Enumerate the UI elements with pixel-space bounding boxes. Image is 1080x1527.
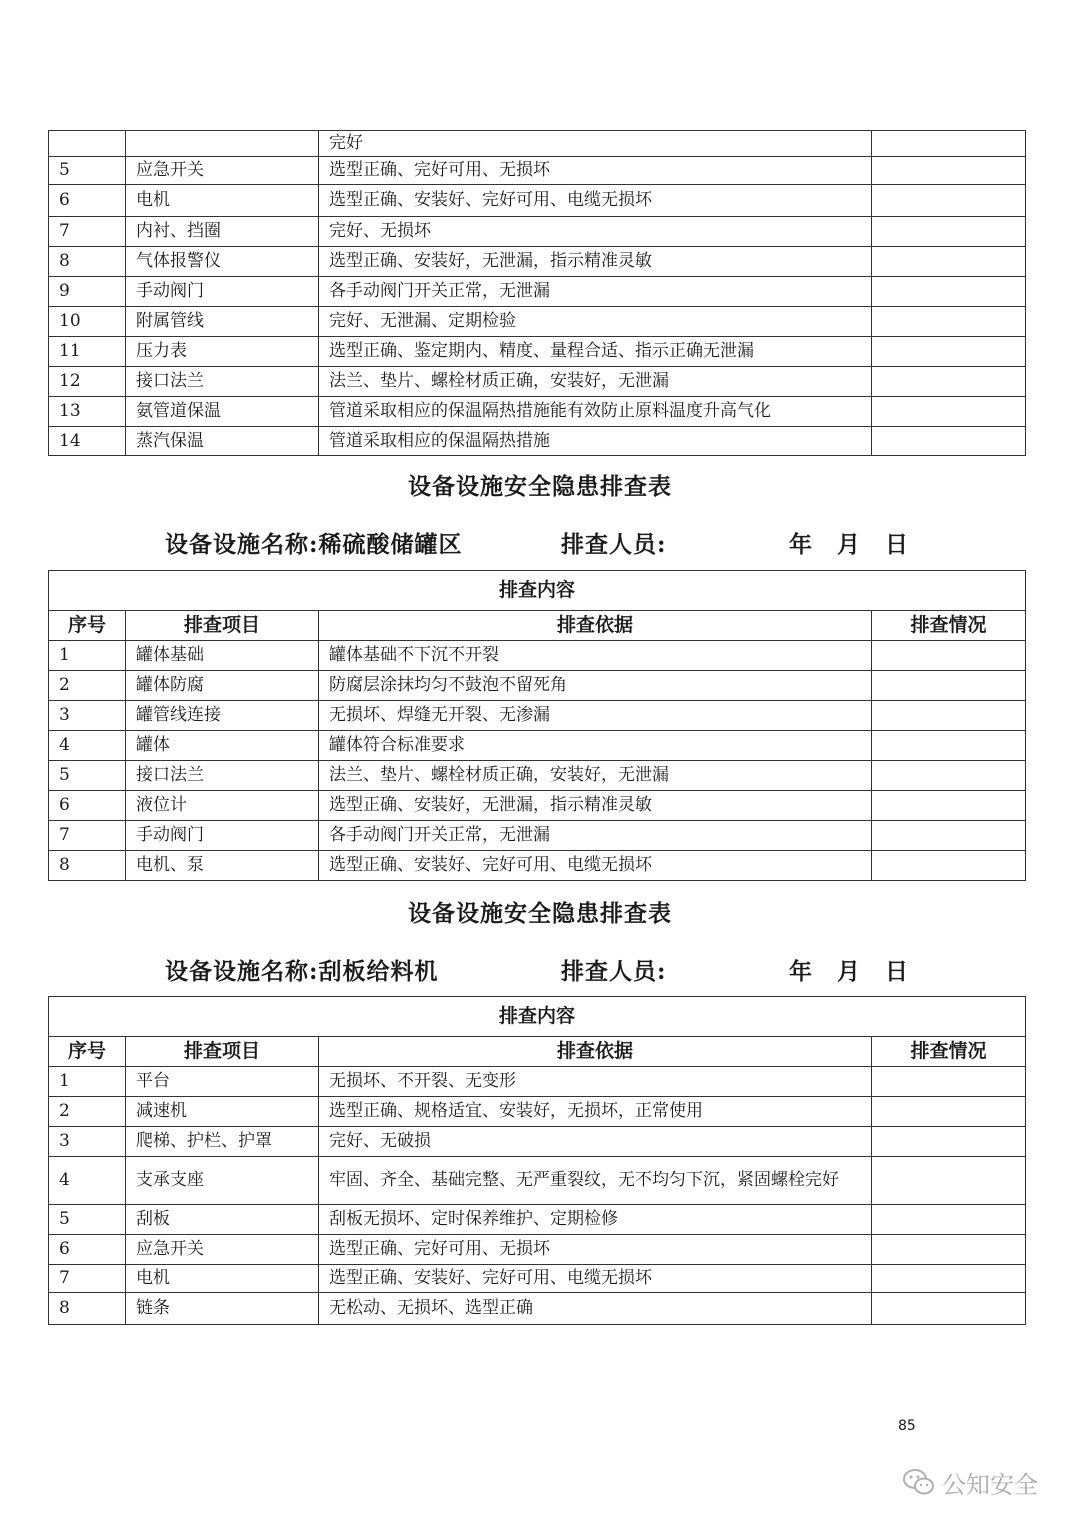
col-header-no: 序号	[49, 611, 126, 641]
row-status[interactable]	[872, 1127, 1026, 1157]
form-title: 设备设施安全隐患排查表	[408, 473, 672, 500]
row-no: 8	[49, 851, 126, 881]
row-no: 8	[49, 247, 126, 277]
row-item: 罐体	[126, 731, 319, 761]
column-header-row	[49, 1037, 1026, 1067]
row-item: 应急开关	[126, 1235, 319, 1265]
row-item: 压力表	[126, 337, 319, 367]
row-no: 7	[49, 1265, 126, 1293]
row-basis: 选型正确、安装好、完好可用、电缆无损坏	[319, 1265, 872, 1293]
wechat-icon	[902, 1467, 936, 1497]
row-item: 电机	[126, 185, 319, 217]
row-item: 支承支座	[126, 1157, 319, 1205]
row-basis: 完好、无泄漏、定期检验	[319, 307, 872, 337]
row-item: 罐体基础	[126, 641, 319, 671]
row-item: 手动阀门	[126, 821, 319, 851]
row-item: 液位计	[126, 791, 319, 821]
row-no: 13	[49, 397, 126, 427]
row-item	[126, 131, 319, 157]
row-basis: 无损坏、不开裂、无变形	[319, 1067, 872, 1097]
row-status[interactable]	[872, 157, 1026, 185]
row-item: 爬梯、护栏、护罩	[126, 1127, 319, 1157]
row-no: 7	[49, 217, 126, 247]
row-status[interactable]	[872, 337, 1026, 367]
table-row	[49, 851, 1026, 881]
col-header-basis: 排查依据	[319, 1037, 872, 1067]
row-basis: 管道采取相应的保温隔热措施能有效防止原料温度升高气化	[319, 397, 872, 427]
row-basis: 各手动阀门开关正常，无泄漏	[319, 277, 872, 307]
row-status[interactable]	[872, 131, 1026, 157]
row-no: 2	[49, 671, 126, 701]
date-label: 年 月 日	[789, 958, 909, 985]
row-no	[49, 131, 126, 157]
row-status[interactable]	[872, 307, 1026, 337]
table-row	[49, 1205, 1026, 1235]
col-header-status: 排查情况	[872, 1037, 1026, 1067]
row-item: 应急开关	[126, 157, 319, 185]
row-basis: 无松动、无损坏、选型正确	[319, 1293, 872, 1325]
row-status[interactable]	[872, 1097, 1026, 1127]
row-basis: 完好、无破损	[319, 1127, 872, 1157]
table-row	[49, 185, 1026, 217]
row-no: 5	[49, 1205, 126, 1235]
row-basis: 牢固、齐全、基础完整、无严重裂纹，无不均匀下沉，紧固螺栓完好	[319, 1157, 872, 1205]
row-item: 罐体防腐	[126, 671, 319, 701]
row-no: 1	[49, 641, 126, 671]
table-row	[49, 307, 1026, 337]
table-row	[49, 157, 1026, 185]
equipment-name: 设备设施名称:刮板给料机	[165, 958, 439, 985]
row-basis: 各手动阀门开关正常，无泄漏	[319, 821, 872, 851]
column-header-row	[49, 611, 1026, 641]
form-title: 设备设施安全隐患排查表	[408, 900, 672, 927]
table-row	[49, 1157, 1026, 1205]
row-no: 12	[49, 367, 126, 397]
table-row	[49, 671, 1026, 701]
row-no: 6	[49, 185, 126, 217]
row-status[interactable]	[872, 641, 1026, 671]
inspector-label: 排查人员:	[561, 958, 667, 985]
row-basis: 选型正确、安装好、完好可用、电缆无损坏	[319, 185, 872, 217]
col-header-item: 排查项目	[126, 611, 319, 641]
row-basis: 罐体基础不下沉不开裂	[319, 641, 872, 671]
table-row	[49, 1235, 1026, 1265]
row-basis: 无损坏、焊缝无开裂、无渗漏	[319, 701, 872, 731]
row-no: 3	[49, 1127, 126, 1157]
col-header-status: 排查情况	[872, 611, 1026, 641]
row-status[interactable]	[872, 1293, 1026, 1325]
page-number: 85	[898, 1418, 916, 1434]
table-row	[49, 131, 1026, 157]
table-row	[49, 217, 1026, 247]
content-header-row	[49, 997, 1026, 1037]
row-no: 7	[49, 821, 126, 851]
row-status[interactable]	[872, 761, 1026, 791]
row-basis: 选型正确、完好可用、无损坏	[319, 157, 872, 185]
row-no: 4	[49, 731, 126, 761]
watermark	[902, 1462, 1038, 1502]
table-row	[49, 761, 1026, 791]
table-row	[49, 1127, 1026, 1157]
row-basis: 选型正确、安装好，无泄漏，指示精准灵敏	[319, 791, 872, 821]
row-item: 内衬、挡圈	[126, 217, 319, 247]
row-basis: 完好、无损坏	[319, 217, 872, 247]
row-no: 6	[49, 1235, 126, 1265]
row-item: 手动阀门	[126, 277, 319, 307]
table-row	[49, 1097, 1026, 1127]
row-no: 14	[49, 427, 126, 456]
table-row	[49, 641, 1026, 671]
table-row	[49, 277, 1026, 307]
row-status[interactable]	[872, 217, 1026, 247]
table-row	[49, 367, 1026, 397]
row-status[interactable]	[872, 1205, 1026, 1235]
row-status[interactable]	[872, 821, 1026, 851]
row-basis: 法兰、垫片、螺栓材质正确，安装好，无泄漏	[319, 761, 872, 791]
table-row	[49, 337, 1026, 367]
content-header-row	[49, 571, 1026, 611]
row-status[interactable]	[872, 1265, 1026, 1293]
row-no: 6	[49, 791, 126, 821]
row-no: 11	[49, 337, 126, 367]
table-row	[49, 397, 1026, 427]
row-item: 刮板	[126, 1205, 319, 1235]
row-basis: 刮板无损坏、定时保养维护、定期检修	[319, 1205, 872, 1235]
table-row	[49, 701, 1026, 731]
row-no: 1	[49, 1067, 126, 1097]
row-status[interactable]	[872, 731, 1026, 761]
row-no: 8	[49, 1293, 126, 1325]
row-status[interactable]	[872, 1067, 1026, 1097]
row-no: 10	[49, 307, 126, 337]
table-row	[49, 247, 1026, 277]
date-label: 年 月 日	[789, 531, 909, 558]
row-item: 链条	[126, 1293, 319, 1325]
row-status[interactable]	[872, 671, 1026, 701]
col-header-basis: 排查依据	[319, 611, 872, 641]
row-basis: 罐体符合标准要求	[319, 731, 872, 761]
row-basis: 选型正确、鉴定期内、精度、量程合适、指示正确无泄漏	[319, 337, 872, 367]
row-no: 3	[49, 701, 126, 731]
row-item: 电机	[126, 1265, 319, 1293]
row-no: 4	[49, 1157, 126, 1205]
row-status[interactable]	[872, 791, 1026, 821]
table-row	[49, 791, 1026, 821]
row-no: 5	[49, 761, 126, 791]
table-row	[49, 1265, 1026, 1293]
row-status[interactable]	[872, 367, 1026, 397]
row-status[interactable]	[872, 1157, 1026, 1205]
equipment-name: 设备设施名称:稀硫酸储罐区	[165, 531, 463, 558]
row-item: 气体报警仪	[126, 247, 319, 277]
inspector-label: 排查人员:	[561, 531, 667, 558]
row-status[interactable]	[872, 277, 1026, 307]
col-header-item: 排查项目	[126, 1037, 319, 1067]
table-row	[49, 731, 1026, 761]
content-header: 排查内容	[49, 997, 1026, 1037]
col-header-no: 序号	[49, 1037, 126, 1067]
table-row	[49, 427, 1026, 456]
row-status[interactable]	[872, 851, 1026, 881]
row-item: 平台	[126, 1067, 319, 1097]
row-status[interactable]	[872, 1235, 1026, 1265]
table-row	[49, 1067, 1026, 1097]
row-item: 减速机	[126, 1097, 319, 1127]
row-basis: 选型正确、规格适宜、安装好，无损坏，正常使用	[319, 1097, 872, 1127]
row-basis: 选型正确、完好可用、无损坏	[319, 1235, 872, 1265]
row-item: 氨管道保温	[126, 397, 319, 427]
row-basis: 防腐层涂抹均匀不鼓泡不留死角	[319, 671, 872, 701]
form2-table	[48, 570, 1026, 881]
row-basis: 选型正确、安装好，无泄漏，指示精准灵敏	[319, 247, 872, 277]
row-basis: 管道采取相应的保温隔热措施	[319, 427, 872, 456]
row-basis: 法兰、垫片、螺栓材质正确，安装好，无泄漏	[319, 367, 872, 397]
watermark-text: 公知安全	[942, 1470, 1038, 1499]
row-item: 蒸汽保温	[126, 427, 319, 456]
row-item: 附属管线	[126, 307, 319, 337]
row-status[interactable]	[872, 427, 1026, 456]
row-no: 2	[49, 1097, 126, 1127]
row-item: 接口法兰	[126, 761, 319, 791]
row-status[interactable]	[872, 701, 1026, 731]
table-row	[49, 821, 1026, 851]
row-basis: 选型正确、安装好、完好可用、电缆无损坏	[319, 851, 872, 881]
row-no: 5	[49, 157, 126, 185]
table-row	[49, 1293, 1026, 1325]
row-status[interactable]	[872, 247, 1026, 277]
row-no: 9	[49, 277, 126, 307]
content-header: 排查内容	[49, 571, 1026, 611]
form3-table	[48, 996, 1026, 1325]
row-item: 电机、泵	[126, 851, 319, 881]
row-item: 罐管线连接	[126, 701, 319, 731]
top-table	[48, 130, 1026, 456]
row-status[interactable]	[872, 397, 1026, 427]
row-status[interactable]	[872, 185, 1026, 217]
row-basis: 完好	[319, 131, 872, 157]
row-item: 接口法兰	[126, 367, 319, 397]
